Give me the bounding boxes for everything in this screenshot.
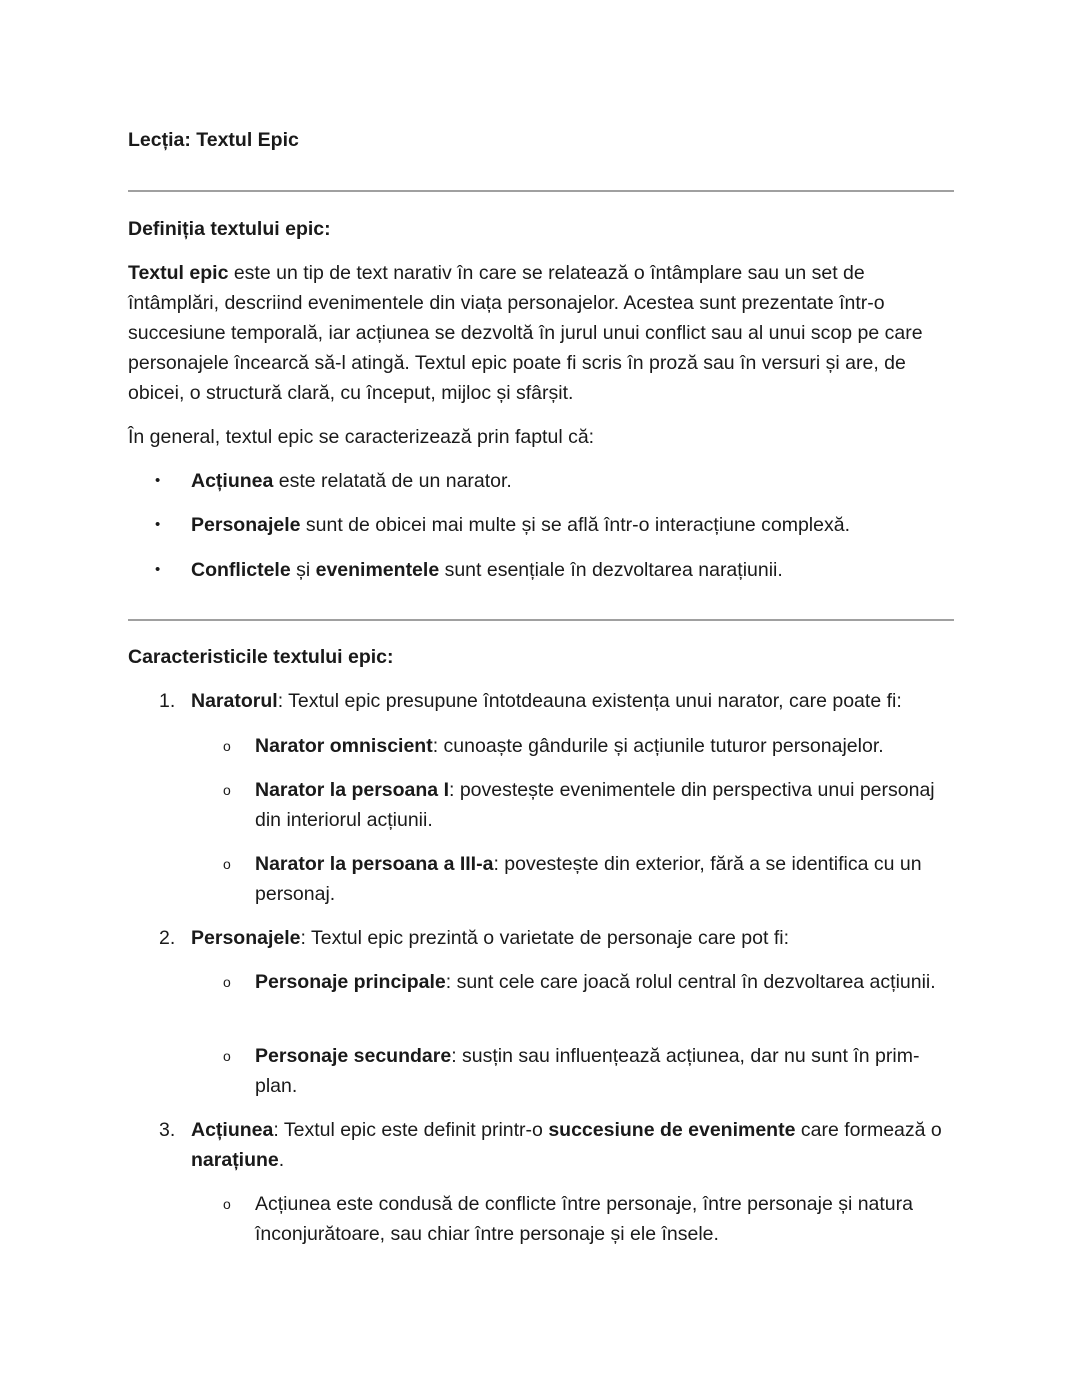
item-text: : Textul epic este definit printr-o — [273, 1119, 549, 1141]
sub-item-term: Narator la persoana I — [255, 779, 449, 801]
bullet-term: Conflictele — [191, 559, 291, 581]
horizontal-divider — [128, 619, 954, 621]
bullet-text: este relatată de un narator. — [273, 470, 512, 492]
circle-bullet-icon: o — [223, 782, 231, 798]
definition-intro: În general, textul epic se caracterizează prin faptul că: — [128, 426, 595, 448]
sub-item-text: : sunt cele care joacă rolul central în dezvoltarea acțiunii. — [445, 971, 936, 993]
item-number: 2. — [159, 927, 176, 949]
definition-term: Textul epic — [128, 262, 229, 284]
item-term: succesiune de evenimente — [548, 1119, 796, 1141]
item-term: Personajele — [191, 927, 301, 949]
bullet-icon: • — [155, 561, 161, 578]
sub-item-text: Acțiunea este condusă de conflicte între personaje, între personaje și natura înconjurătoare, sau chiar între personaje și ele însele. — [255, 1193, 913, 1245]
circle-bullet-icon: o — [223, 974, 231, 990]
characteristics-heading: Caracteristicile textului epic: — [128, 646, 394, 668]
sub-item-text: : cunoaște gândurile și acțiunile tuturor personajelor. — [432, 735, 884, 757]
bullet-connector: și — [290, 559, 316, 581]
circle-bullet-icon: o — [223, 1048, 231, 1064]
bullet-term: evenimentele — [315, 559, 440, 581]
bullet-text: sunt esențiale în dezvoltarea narațiunii. — [439, 559, 783, 581]
sub-item-term: Narator la persoana a III-a — [255, 853, 494, 875]
item-text: care formează o — [795, 1119, 942, 1141]
lesson-title: Lecția: Textul Epic — [128, 129, 299, 151]
sub-item-text: : susțin sau influențează acțiunea, dar nu sunt în prim-plan. — [255, 1045, 920, 1097]
item-text: : Textul epic presupune întotdeauna existența unui narator, care poate fi: — [277, 690, 902, 712]
bullet-text: sunt de obicei mai multe și se află într-o interacțiune complexă. — [300, 514, 850, 536]
bullet-term: Acțiunea — [191, 470, 274, 492]
bullet-icon: • — [155, 516, 161, 533]
sub-item-text: : povestește din exterior, fără a se identifica cu un personaj. — [255, 853, 922, 905]
circle-bullet-icon: o — [223, 1196, 231, 1212]
sub-item-term: Personaje principale — [255, 971, 446, 993]
bullet-icon: • — [155, 472, 161, 489]
item-term: narațiune — [191, 1149, 279, 1171]
definition-text: este un tip de text narativ în care se relatează o întâmplare sau un set de întâmplări, descriind evenimentele din viața personajelor. Acestea sunt prezentate într-o succesiune temporală, iar acțiunea se dezvoltă în jurul unui conflict sau al unui scop pe care personajele încearcă să-l atingă. Textul epic poate fi scris în proză sau în versuri și are, de obicei, o structură clară, cu început, mijloc și sfârșit. — [128, 262, 923, 404]
item-text: . — [278, 1149, 285, 1171]
definition-heading: Definiția textului epic: — [128, 218, 331, 240]
sub-item-term: Personaje secundare — [255, 1045, 452, 1067]
sub-item-term: Narator omniscient — [255, 735, 433, 757]
circle-bullet-icon: o — [223, 856, 231, 872]
item-number: 3. — [159, 1119, 176, 1141]
item-number: 1. — [159, 690, 176, 712]
horizontal-divider — [128, 190, 954, 192]
bullet-term: Personajele — [191, 514, 301, 536]
item-text: : Textul epic prezintă o varietate de personaje care pot fi: — [300, 927, 789, 949]
definition-paragraph — [128, 258, 954, 408]
item-term: Acțiunea — [191, 1119, 274, 1141]
circle-bullet-icon: o — [223, 738, 231, 754]
item-term: Naratorul — [191, 690, 278, 712]
sub-item-text: : povestește evenimentele din perspectiva unui personaj din interiorul acțiunii. — [255, 779, 935, 831]
